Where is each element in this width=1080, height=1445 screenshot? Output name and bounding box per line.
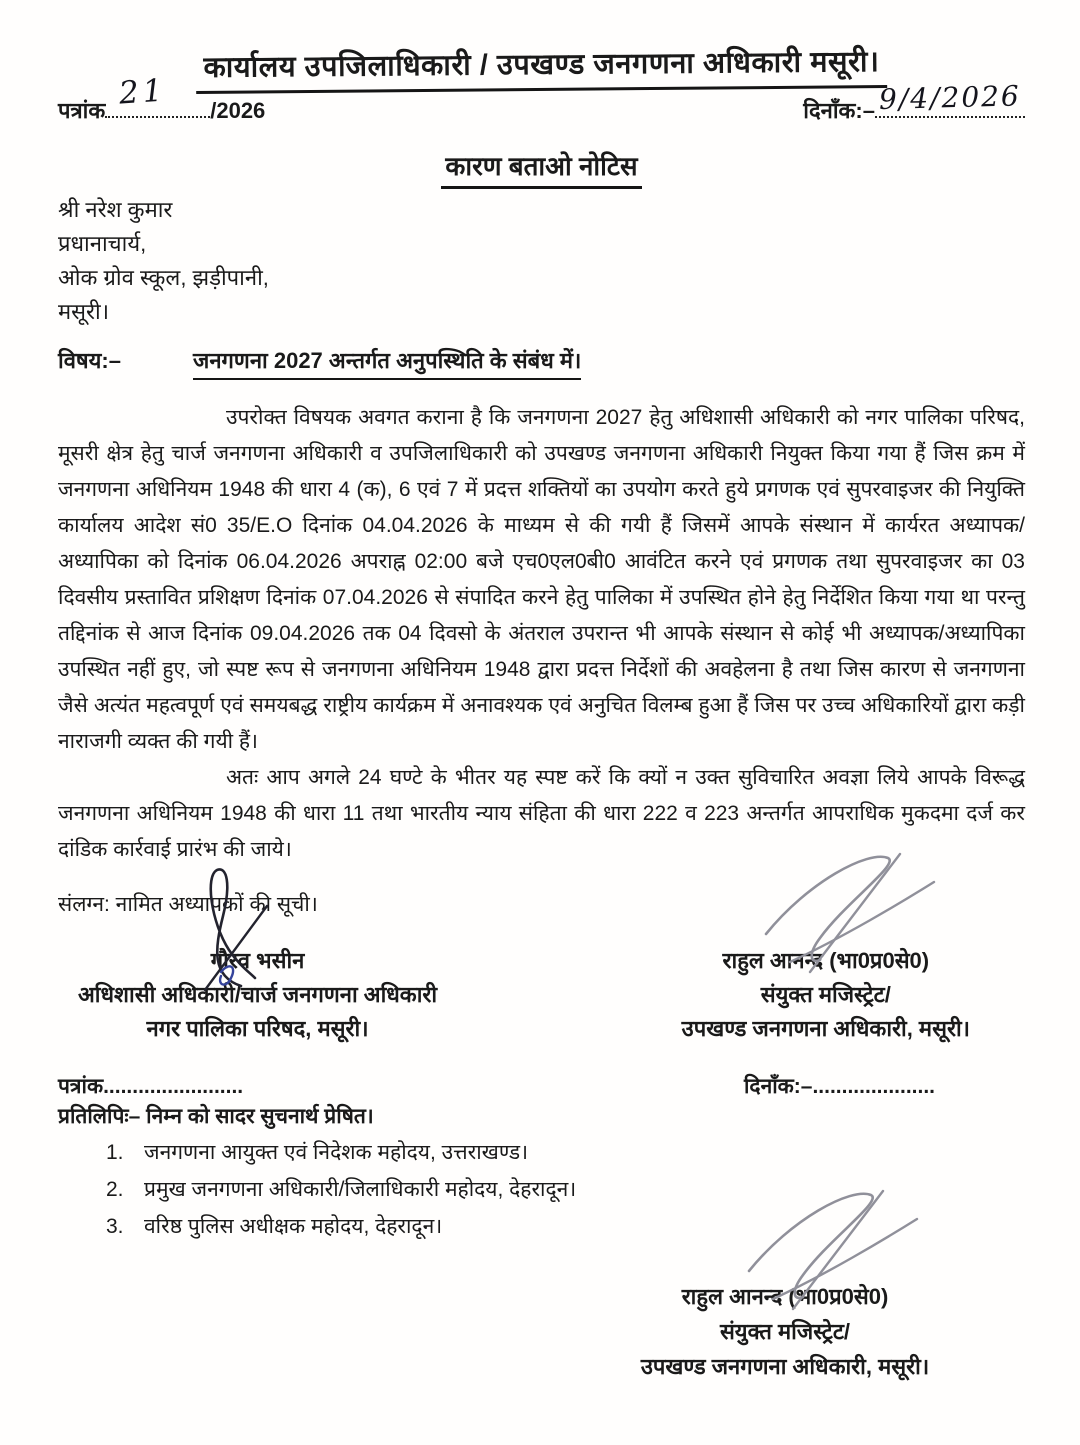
letter-number-label: पत्रांक	[58, 98, 106, 123]
signatory-left-post1: अधिशासी अधिकारी/चार्ज जनगणना अधिकारी	[78, 982, 438, 1007]
signatory-right-name: राहुल आनन्द (भा0प्र0से0)	[722, 948, 930, 973]
date-label: दिनाँक:–	[803, 98, 875, 123]
signatory-right-block	[682, 944, 970, 1046]
copy-item-text: जनगणना आयुक्त एवं निदेशक महोदय, उत्तराखण्ड।	[144, 1141, 529, 1164]
date-handwritten: 9/4/2026	[878, 79, 1022, 117]
footer-reference-row	[58, 1072, 1025, 1100]
signatory-left-name: गौरव भसीन	[210, 948, 305, 973]
letter-number-blank	[105, 72, 210, 118]
signatory-left-block	[78, 944, 437, 1046]
enclosure-note: संलग्न: नामित अध्यापकों की सूची।	[58, 893, 318, 916]
letter-number-year: /2026	[210, 98, 266, 123]
signature-row	[58, 944, 1025, 1046]
footer-date-label: दिनाँक:–.....................	[743, 1075, 935, 1098]
copy-item-number: 3.	[106, 1215, 124, 1238]
copy-heading: प्रतिलिपिः– निम्न को सादर सुचनार्थ प्रेषित।	[58, 1105, 374, 1128]
signatory-bottom-name: राहुल आनन्द (भा0प्र0से0)	[681, 1284, 889, 1309]
signatory-right-post1: संयुक्त मजिस्ट्रेट/	[760, 982, 891, 1007]
copy-list	[58, 1134, 1025, 1245]
addressee-institution: ओक ग्रोव स्कूल, झड़ीपानी,	[58, 265, 269, 290]
copy-list-item	[58, 1208, 1025, 1245]
reference-row	[58, 72, 1025, 125]
subject-label: विषय:–	[58, 348, 121, 373]
subject-row	[58, 345, 1025, 380]
document-title-wrap	[58, 147, 1025, 189]
document-title: कारण बताओ नोटिस	[441, 147, 641, 189]
addressee-city: मसूरी।	[58, 299, 110, 324]
office-title: कार्यालय उपजिलाधिकारी / उपखण्ड जनगणना अधिकारी मसूरी।	[195, 41, 887, 94]
letter-body	[58, 400, 1025, 868]
copy-item-text: वरिष्ठ पुलिस अधीक्षक महोदय, देहरादून।	[144, 1215, 443, 1238]
date-field	[803, 79, 1025, 125]
signatory-bottom-post2: उपखण्ड जनगणना अधिकारी, मसूरी।	[640, 1354, 930, 1379]
letter-number-handwritten: 21	[118, 72, 168, 112]
copy-list-item	[58, 1171, 1025, 1208]
subject-text: जनगणना 2027 अन्तर्गत अनुपस्थिति के संबंध में।	[193, 345, 581, 380]
signatory-bottom-block	[585, 1279, 985, 1384]
signatory-right-post2: उपखण्ड जनगणना अधिकारी, मसूरी।	[681, 1016, 970, 1041]
addressee-name: श्री नरेश कुमार	[58, 197, 173, 222]
body-paragraph-1: उपरोक्त विषयक अवगत कराना है कि जनगणना 2027 हेतु अधिशासी अधिकारी को नगर पालिका परिषद, मूसरी क्षेत्र हेतु चार्ज जनगणना अधिकारी व उपजिलाधिकारी को उपखण्ड जनगणना अधिकारी नियुक्त किया गया हैं जिस क्रम में जनगणना अधिनियम 1948 की धारा 4 (क), 6 एवं 7 में प्रदत्त शक्तियों का उपयोग करते हुये प्रगणक एवं सुपरवाइजर की नियुक्ति कार्यालय आदेश सं0 35/E.O दिनांक 04.04.2026 के माध्यम से की गयी हैं जिसमें आपके संस्थान में कार्यरत अध्यापक/अध्यापिका को दिनांक 06.04.2026 अपराह्न 02:00 बजे एच0एल0बी0 आवंटित करने एवं प्रगणक तथा सुपरवाइजर का 03 दिवसीय प्रस्तावित प्रशिक्षण दिनांक 07.04.2026 से संपादित करने हेतु पालिका में उपस्थित होने हेतु निर्देशित किया गया था परन्तु तद्दिनांक से आज दिनांक 09.04.2026 तक 04 दिवसो के अंतराल उपरान्त भी आपके संस्थान से कोई भी अध्यापक/अध्यापिका उपस्थित नहीं हुए, जो स्पष्ट रूप से जनगणना अधिनियम 1948 द्वारा प्रदत्त निर्देशों की अवहेलना है तथा जिस कारण से जनगणना जैसे अत्यंत महत्वपूर्ण एवं समयबद्ध राष्ट्रीय कार्यक्रम में अनावश्यक एवं अनुचित विलम्ब हुआ हैं जिस पर उच्च अधिकारियों द्वारा कड़ी नाराजगी व्यक्त की गयी हैं।	[58, 406, 1025, 753]
addressee-block	[58, 193, 1025, 329]
signatory-bottom-post1: संयुक्त मजिस्ट्रेट/	[719, 1319, 851, 1344]
copy-item-text: प्रमुख जनगणना अधिकारी/जिलाधिकारी महोदय, देहरादून।	[144, 1178, 577, 1201]
copy-item-number: 1.	[106, 1141, 124, 1164]
copy-list-item	[58, 1134, 1025, 1171]
addressee-designation: प्रधानाचार्य,	[58, 231, 147, 256]
body-paragraph-2: अतः आप अगले 24 घण्टे के भीतर यह स्पष्ट करें कि क्यों न उक्त सुविचारित अवज्ञा लिये आपके विरूद्ध जनगणना अधिनियम 1948 की धारा 11 तथा भारतीय न्याय संहिता की धारा 222 व 223 अन्तर्गत आपराधिक मुकदमा दर्ज कर दांडिक कार्रवाई प्रारंभ की जाये।	[58, 766, 1025, 861]
letter-number-field	[58, 72, 266, 125]
copy-item-number: 2.	[106, 1178, 124, 1201]
footer-letter-number-label: पत्रांक........................	[58, 1075, 244, 1098]
date-blank	[875, 79, 1025, 118]
signatory-left-post2: नगर पालिका परिषद, मसूरी।	[146, 1016, 369, 1041]
